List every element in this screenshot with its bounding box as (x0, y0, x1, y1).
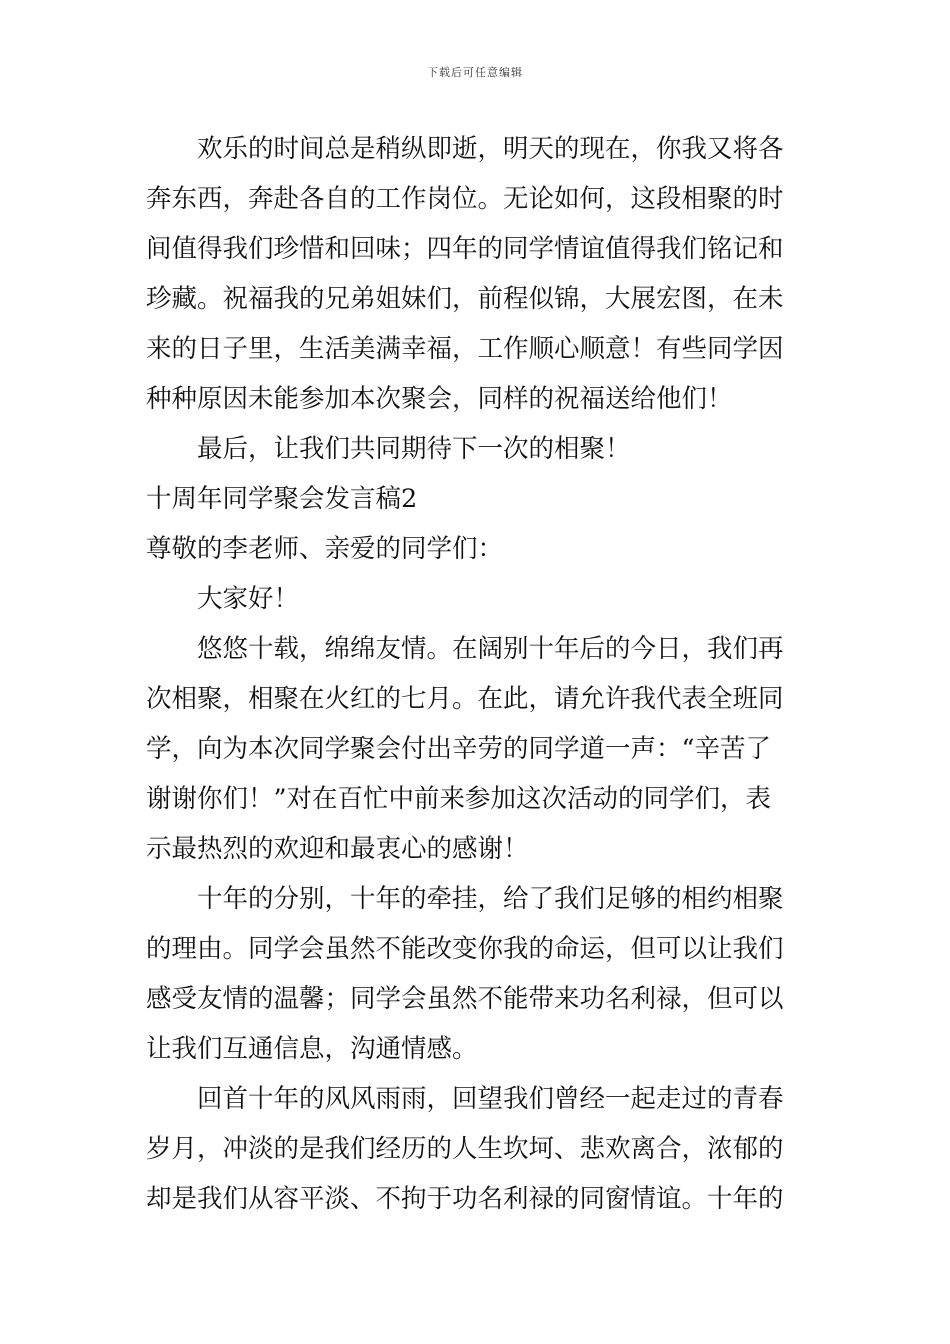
text-line: 让我们互通信息，沟通情感。 (146, 1034, 478, 1064)
text-line: 岁月，冲淡的是我们经历的人生坎坷、悲欢离合，浓郁的 (146, 1134, 784, 1164)
page-header: 下载后可任意编辑 (427, 66, 523, 79)
text-line: 回首十年的风风雨雨，回望我们曾经一起走过的青春 (197, 1084, 784, 1114)
text-line: 感受友情的温馨；同学会虽然不能带来功名利禄，但可以 (146, 984, 784, 1014)
text-line: 示最热烈的欢迎和最衷心的感谢！ (146, 834, 529, 864)
section-title: 十周年同学聚会发言稿2 (146, 484, 418, 514)
text-line: 的理由。同学会虽然不能改变你我的命运，但可以让我们 (146, 934, 784, 964)
document-body (146, 124, 806, 1224)
salutation: 尊敬的李老师、亲爱的同学们： (146, 534, 504, 564)
text-line: 间值得我们珍惜和回味；四年的同学情谊值得我们铭记和 (146, 234, 784, 264)
text-line: 次相聚，相聚在火红的七月。在此，请允许我代表全班同 (146, 684, 784, 714)
text-line: 珍藏。祝福我的兄弟姐妹们，前程似锦，大展宏图，在未 (146, 284, 784, 314)
text-line: 学，向为本次同学聚会付出辛劳的同学道一声：“辛苦了 (146, 734, 772, 764)
text-line: 欢乐的时间总是稍纵即逝，明天的现在，你我又将各 (197, 134, 784, 164)
text-line: 悠悠十载，绵绵友情。在阔别十年后的今日，我们再 (197, 634, 784, 664)
text-line: 来的日子里，生活美满幸福，工作顺心顺意！有些同学因 (146, 334, 784, 364)
text-line: 谢谢你们！”对在百忙中前来参加这次活动的同学们，表 (146, 784, 772, 814)
text-line: 最后，让我们共同期待下一次的相聚！ (197, 434, 631, 464)
greeting: 大家好！ (197, 584, 300, 614)
text-line: 却是我们从容平淡、不拘于功名利禄的同窗情谊。十年的 (146, 1184, 784, 1214)
text-line: 奔东西，奔赴各自的工作岗位。无论如何，这段相聚的时 (146, 184, 784, 214)
text-line: 种种原因未能参加本次聚会，同样的祝福送给他们！ (146, 384, 733, 414)
text-line: 十年的分别，十年的牵挂，给了我们足够的相约相聚 (197, 884, 784, 914)
